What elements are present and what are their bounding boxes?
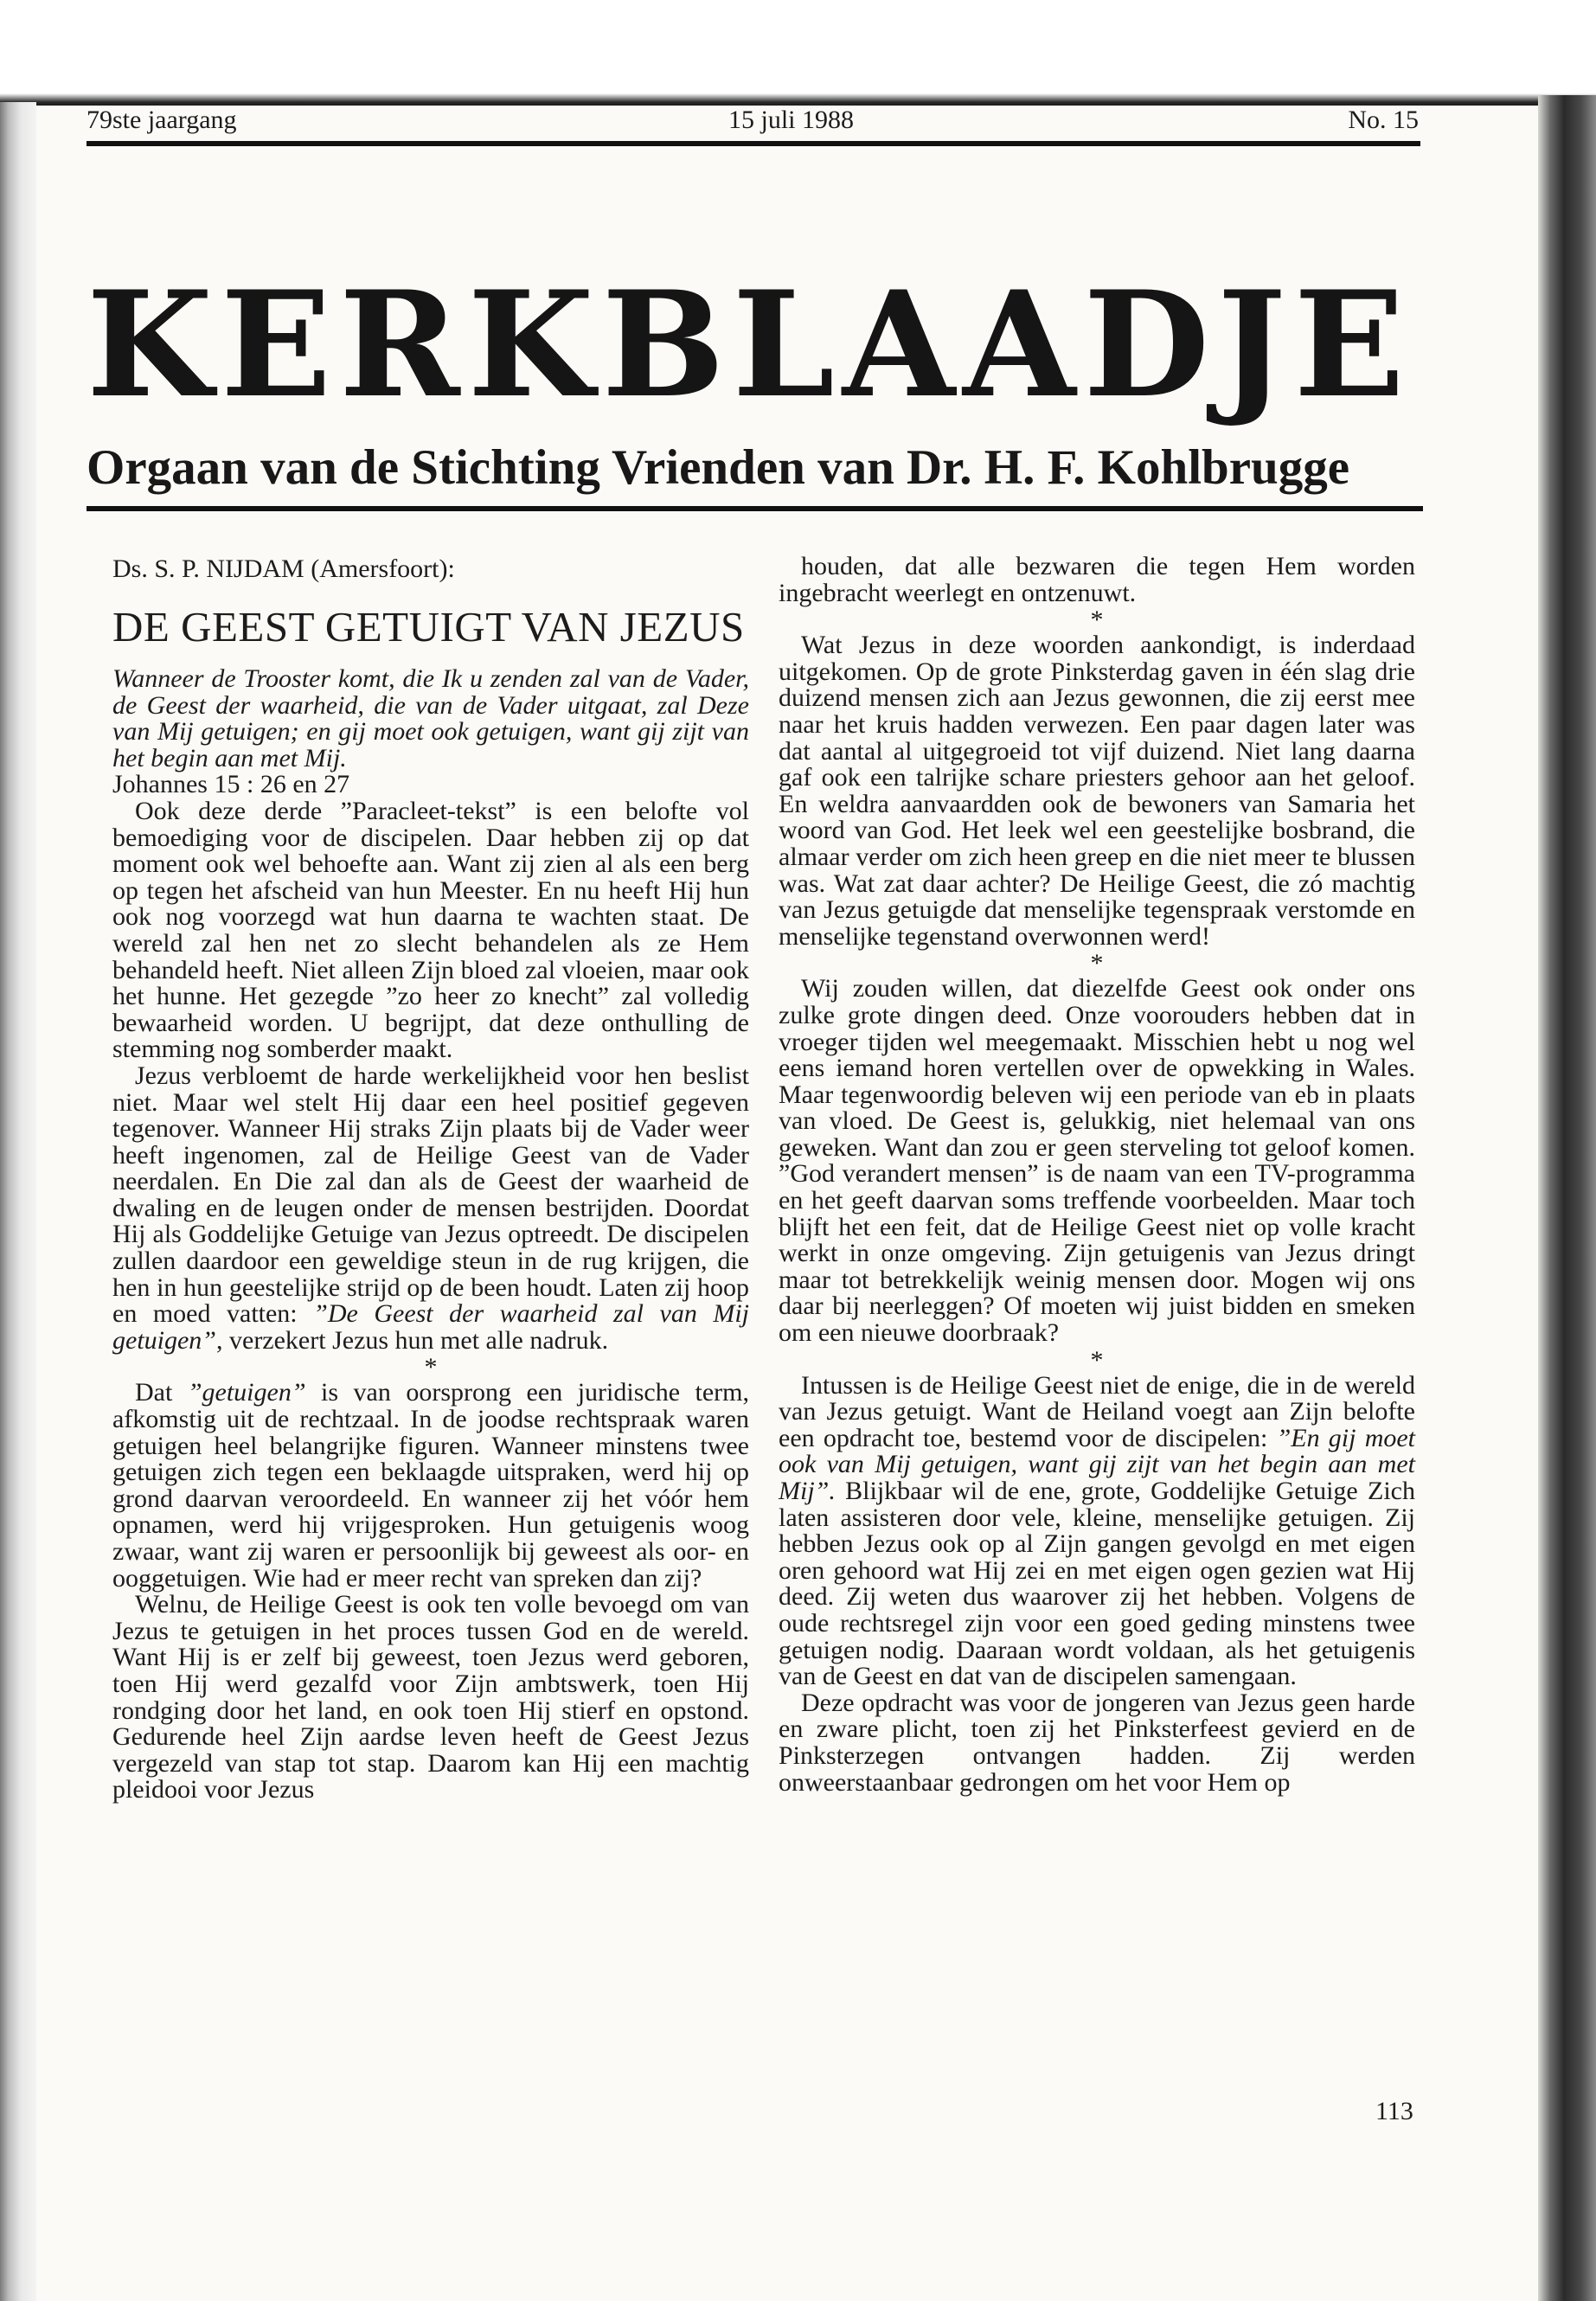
issue-date: 15 juli 1988 bbox=[728, 106, 855, 134]
header-rule bbox=[87, 141, 1420, 146]
quotation: ”En gij moet ook van Mij getuigen, want gij zijt van het begin aan met Mij”. bbox=[779, 1423, 1416, 1505]
quotation: ”getuigen” bbox=[187, 1378, 306, 1407]
scanner-top-band bbox=[0, 0, 1596, 106]
paragraph: Deze opdracht was voor de jongeren van Jezus geen harde en zware plicht, toen zij het Pinksterfeest gevierd en de Pinksterzegen ontvangen hadden. Zij werden onweerstaanbaar gedrongen om het voor Hem op bbox=[779, 1688, 1415, 1797]
section-separator: * bbox=[1090, 949, 1104, 978]
article-column-right bbox=[779, 554, 1415, 1796]
issue-number: No. 15 bbox=[1348, 106, 1419, 134]
article-title: DE GEEST GETUIGT VAN JEZUS bbox=[112, 603, 745, 651]
masthead-subtitle: Orgaan van de Stichting Vrienden van Dr. H. F. Kohlbrugge bbox=[87, 440, 1350, 495]
section-separator: * bbox=[1090, 1345, 1104, 1375]
paragraph: Intussen is de Heilige Geest niet de enige, die in de wereld van Jezus getuigt. Want de Heiland voegt aan Zijn belofte een opdracht toe, bestemd voor de discipelen: ”En gij moet ook van Mij getuigen, want gij zijt van het begin aan met Mij”. Blijkbaar wil de ene, grote, Goddelijke Getuige Zich laten assisteren door vele, kleine, menselijke getuigen. Zij hebben Jezus ook op al Zijn gangen gevolgd en met eigen oren gehoord wat Hij zei en met eigen ogen gezien wat Hij deed. Zij weten dus waarover zij het hebben. Volgens de oude rechtsregel zijn voor een goed geding minstens twee getuigen nodig. Daaraan wordt voldaan, als het getuigenis van de Geest en dat van de discipelen samengaan. bbox=[779, 1370, 1416, 1691]
paragraph: Wij zouden willen, dat diezelfde Geest ook onder ons zulke grote dingen deed. Onze voorouders hebben dat in vroeger tijden wel meegemaakt. Misschien hebt u nog wel eens iemand horen vertellen over de opwekking in Wales. Maar tegenwoordig beleven wij een periode van eb in plaats van vloed. De Geest is, gelukkig, niet helemaal van ons geweken. Want dan zou er geen sterveling tot geloof komen. ”God verandert mensen” is de naam van een TV-programma en het geeft daarvan soms treffende voorbeelden. Maar toch blijft het een feit, dat de Heilige Geest niet op volle kracht werkt in onze omgeving. Zijn getuigenis van Jezus dringt maar tot betrekkelijk weinig mensen door. Mogen wij ons daar bij neerleggen? Of moeten wij juist bidden en smeken om een nieuwe doorbraak? bbox=[779, 974, 1415, 1348]
paragraph: houden, dat alle bezwaren die tegen Hem worden ingebracht weerlegt en ontzenuwt. bbox=[779, 552, 1415, 607]
page-number: 113 bbox=[1375, 2097, 1413, 2125]
paragraph: Ook deze derde ”Paracleet-tekst” is een belofte vol bemoediging voor de discipelen. Daar hebben zij op dat moment ook wel behoefte aan. Want zij zien al als een berg op tegen het afscheid van hun Meester. En nu heeft Hij hun ook nog voorzegd wat hun daarna te wachten staat. De wereld zal hen net zo slecht behandelen als ze Hem behandeld heeft. Niet alleen Zijn bloed zal vloeien, maar ook het hunne. Het gezegde ”zo heer zo knecht” zal volledig bewaarheid worden. U begrijpt, dat deze onthulling de stemming nog somberder maakt. bbox=[112, 796, 749, 1064]
binding-right-edge bbox=[1538, 95, 1596, 2301]
section-separator: * bbox=[1090, 606, 1104, 635]
paragraph: Dat ”getuigen” is van oorsprong een juridische term, afkomstig uit de rechtzaal. In de joodse rechtspraak waren getuigen heel belangrijke figuren. Wanneer minstens twee getuigen zich tegen een beklaagde uitspraken, werd hij op grond daarvan veroordeeld. En wanneer zij het vóór hem opnamen, werd hij vrijgesproken. Hun getuigenis woog zwaar, want zij waren er persoonlijk bij geweest als oor- en ooggetuigen. Wie had er meer recht van spreken dan zij? bbox=[112, 1378, 749, 1593]
paragraph: Jezus verbloemt de harde werkelijkheid voor hen beslist niet. Maar wel stelt Hij daar een heel positief gegeven tegenover. Wanneer Hij straks Zijn plaats bij de Vader weer heeft ingenomen, zal de Heilige Geest van de Vader neerdalen. En Die zal dan als de Geest der waarheid de dwaling en de leugen onder de mensen bestrijden. Doordat Hij als Goddelijke Getuige van Jezus optreedt. De discipelen zullen daardoor een geweldige steun in de rug krijgen, die hen in hun geestelijke strijd op de been houdt. Laten zij hoop en moed vatten: ”De Geest der waarheid zal van Mij getuigen”, verzekert Jezus hun met alle nadruk. bbox=[112, 1061, 749, 1355]
section-separator: * bbox=[424, 1353, 438, 1382]
paragraph: Welnu, de Heilige Geest is ook ten volle bevoegd om van Jezus te getuigen in het proces tussen God en de wereld. Want Hij is er zelf bij geweest, toen Jezus werd geboren, toen Hij werd gezalfd voor Zijn ambtswerk, toen Hij rondging door het land, en ook toen Hij stierf en opstond. Gedurende heel Zijn aardse leven heeft de Geest Jezus vergezeld van stap tot stap. Daarom kan Hij een machtig pleidooi voor Jezus bbox=[112, 1590, 749, 1804]
article-column-left bbox=[112, 554, 749, 1804]
volume-label: 79ste jaargang bbox=[87, 106, 237, 134]
binding-left-edge bbox=[0, 102, 36, 2301]
masthead-title: KERKBLAADJE bbox=[87, 259, 1413, 430]
article-author: Ds. S. P. NIJDAM (Amersfoort): bbox=[112, 554, 455, 583]
article-epigraph: Wanneer de Trooster komt, die Ik u zenden zal van de Vader, de Geest der waarheid, die van de Vader uitgaat, zal Deze van Mij getuigen; en gij moet ook getuigen, want gij zijt van het begin aan met Mij. bbox=[112, 664, 749, 772]
epigraph-reference: Johannes 15 : 26 en 27 bbox=[112, 770, 350, 799]
quotation: ”De Geest der waarheid zal van Mij getuigen” bbox=[112, 1299, 749, 1355]
issue-header bbox=[87, 106, 1419, 140]
masthead-rule bbox=[87, 506, 1423, 511]
paragraph: Wat Jezus in deze woorden aankondigt, is inderdaad uitgekomen. Op de grote Pinksterdag gaven in één slag drie duizend mensen zich aan Jezus gewonnen, die zij eerst mee naar het kruis hadden verwezen. Een paar dagen later was dat aantal al uitgegroeid tot vijf duizend. Niet lang daarna gaf ook een talrijke schare priesters gehoor aan het geloof. En weldra aanvaardden ook de bewoners van Samaria het woord van God. Het leek wel een geestelijke bosbrand, die almaar verder om zich heen greep en die niet meer te blussen was. Wat zat daar achter? De Heilige Geest, die zó machtig van Jezus getuigde dat menselijke tegenspraak verstomde en menselijke tegenstand overwonnen werd! bbox=[779, 631, 1415, 951]
